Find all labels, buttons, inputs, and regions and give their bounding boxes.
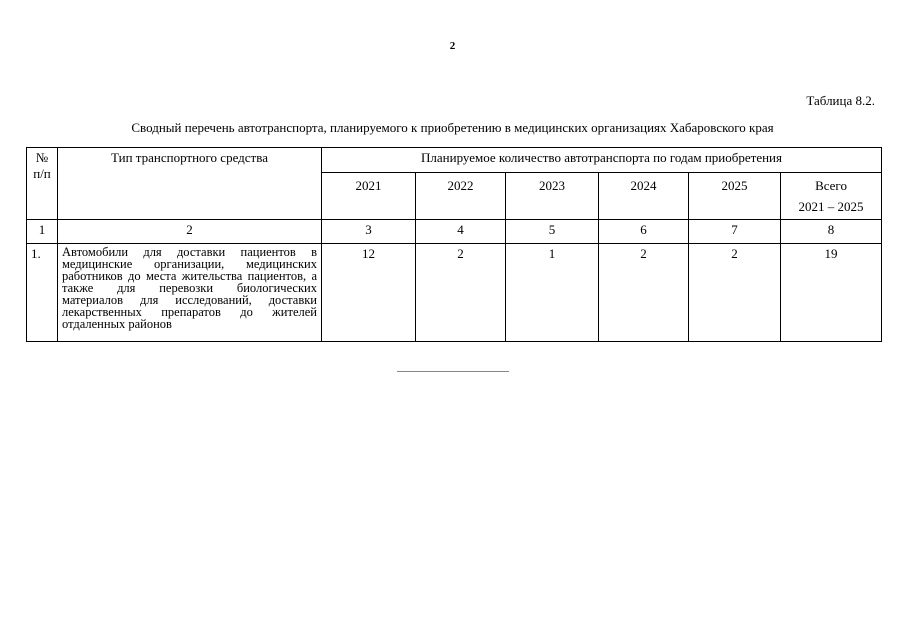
vehicle-table (26, 147, 882, 342)
row-value-2023: 1 (506, 244, 599, 342)
document-title: Сводный перечень автотранспорта, планируемого к приобретению в медицинских организациях Хабаровского края (131, 120, 774, 135)
page-number: 2 (449, 40, 456, 52)
row-value-2021: 12 (322, 244, 416, 342)
numbering-cell: 5 (506, 220, 599, 244)
numbering-cell: 8 (781, 220, 882, 244)
header-total-label: Всего (815, 178, 847, 193)
row-total: 19 (781, 244, 882, 342)
header-year: 2024 (599, 173, 689, 220)
header-year: 2025 (689, 173, 781, 220)
row-value-2025: 2 (689, 244, 781, 342)
row-value-2024: 2 (599, 244, 689, 342)
header-planned: Планируемое количество автотранспорта по годам приобретения (322, 148, 882, 173)
numbering-cell: 1 (27, 220, 58, 244)
numbering-cell: 7 (689, 220, 781, 244)
header-year: 2023 (506, 173, 599, 220)
header-total-range: 2021 – 2025 (798, 199, 864, 214)
header-type: Тип транспортного средства (58, 148, 322, 220)
row-value-2022: 2 (416, 244, 506, 342)
header-year: 2021 (322, 173, 416, 220)
numbering-row (27, 220, 882, 244)
header-row-1 (27, 148, 882, 173)
separator-line (397, 371, 509, 372)
table-row (27, 244, 882, 342)
numbering-cell: 2 (58, 220, 322, 244)
header-year: 2022 (416, 173, 506, 220)
header-num: № п/п (27, 148, 58, 220)
row-vehicle-type: Автомобили для доставки пациентов в медицинские организации, медицинских работников до места жительства пациентов, а также для перевозки биологических материалов для исследований, доставки лекарственных препаратов до жителей отдаленных районов (58, 244, 322, 342)
numbering-cell: 6 (599, 220, 689, 244)
numbering-cell: 4 (416, 220, 506, 244)
table-caption: Таблица 8.2. (806, 93, 875, 108)
numbering-cell: 3 (322, 220, 416, 244)
row-number: 1. (27, 244, 58, 342)
header-total (781, 173, 882, 220)
